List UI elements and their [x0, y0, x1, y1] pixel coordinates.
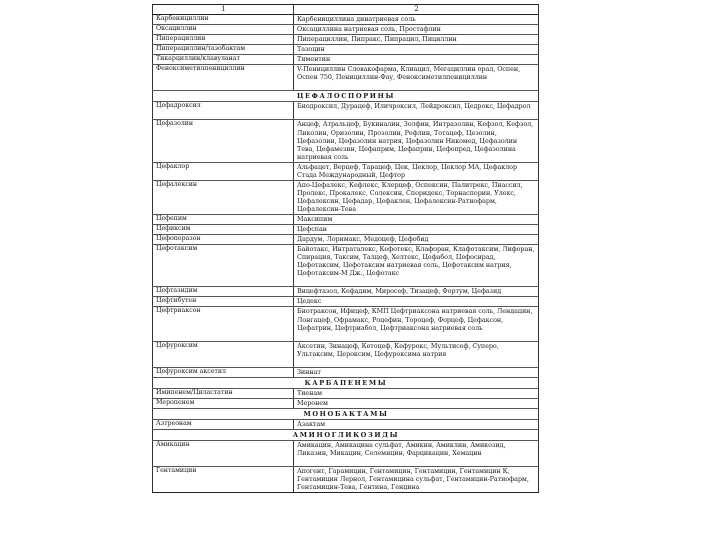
drug-name-cell: Меропенем	[153, 398, 294, 408]
trade-names-cell: Амикацин, Амикацина сульфат, Амикин, Амиклин, Амикозид, Ликазин, Микацин, Селемицин, Фарцикацин, Хемацин	[294, 441, 539, 467]
document-page	[152, 4, 538, 536]
drug-name-cell: Цефотаксим	[153, 245, 294, 287]
drug-name-cell: Цефепим	[153, 215, 294, 225]
trade-names-cell: Максипим	[294, 215, 539, 225]
drug-name-cell: Оксациллин	[153, 25, 294, 35]
table-row	[153, 441, 539, 467]
drug-name-cell: Гентамицин	[153, 467, 294, 493]
drug-name-cell: Имипенем/Циластатин	[153, 388, 294, 398]
trade-names-cell: Цефспан	[294, 225, 539, 235]
table-header-row	[153, 5, 539, 15]
trade-names-cell: Вицефтазол, Кефадим, Миросеф, Тизацеф, Фортум, Цефазид	[294, 287, 539, 297]
drug-name-cell: Цефадроксил	[153, 102, 294, 120]
table-row	[153, 467, 539, 493]
trade-names-cell: V-Пенициллин Словакофарма, Клиацил, Мегациллин орал, Оспен, Оспен 750, Пенициллин-Фау, Феноксиметилпенициллин	[294, 65, 539, 91]
table-row	[153, 225, 539, 235]
column-number-2: 2	[294, 5, 539, 15]
drug-name-cell: Пиперациллин	[153, 35, 294, 45]
trade-names-cell: Цедекс	[294, 297, 539, 307]
column-number-1: 1	[153, 5, 294, 15]
trade-names-cell: Меронем	[294, 398, 539, 408]
table-row	[153, 419, 539, 429]
section-header-row	[153, 408, 539, 419]
section-header-row	[153, 377, 539, 388]
section-title: МОНОБАКТАМЫ	[153, 408, 539, 419]
trade-names-cell: Апо-Цефалекс, Кефлекс, Клерцеф, Оспексин, Палитрекс, Пиассил, Пролекс, Прокалекс, Солексин, Споридекс, Торнаспорин, Улекс, Цефалексин, Цефадар, Цефаклен, Цефалексин-Ратиофарм, Цефалексин-Тева	[294, 180, 539, 214]
table-row	[153, 398, 539, 408]
drug-name-cell: Пиперациллин/тазобактам	[153, 45, 294, 55]
section-header-row	[153, 430, 539, 441]
trade-names-cell: Апогент, Гарамицин, Гентамицин, Гентамицин, Гентамицин К, Гентамицин Лернол, Гентамицина сульфат, Гентамицин-Ратиофарм, Гентамицин-Тева, Гентина, Генцина	[294, 467, 539, 493]
drug-name-cell: Карбенициллин	[153, 15, 294, 25]
drug-name-cell: Цефуроксим аксетил	[153, 367, 294, 377]
trade-names-cell: Карбенициллина динатриевая соль	[294, 15, 539, 25]
section-title: АМИНОГЛИКОЗИДЫ	[153, 430, 539, 441]
table-row	[153, 245, 539, 287]
table-row	[153, 180, 539, 214]
trade-names-cell: Тазоцин	[294, 45, 539, 55]
trade-names-cell: Байотакс, Интраталекс, Кефотекс, Клафоран, Клафотаксим, Лифоран, Спирация, Таксим, Талцеф, Хелтекс, Цефабол, Цефосирад, Цефотаксим, Цефотаксим натриевая соль, Цефотаксим натрия, Цефотаксим-М Дж., Цефотакс	[294, 245, 539, 287]
table-row	[153, 307, 539, 341]
drug-name-cell: Цефаклор	[153, 162, 294, 180]
antibiotics-table	[152, 4, 539, 493]
table-row	[153, 15, 539, 25]
drug-name-cell: Тикарциллин/клавуланат	[153, 55, 294, 65]
drug-name-cell: Цефтриаксон	[153, 307, 294, 341]
table-row	[153, 120, 539, 162]
drug-name-cell: Цефиксим	[153, 225, 294, 235]
table-row	[153, 235, 539, 245]
table-row	[153, 388, 539, 398]
table-row	[153, 215, 539, 225]
trade-names-cell: Азактам	[294, 419, 539, 429]
table-row	[153, 65, 539, 91]
section-header-row	[153, 91, 539, 102]
drug-name-cell: Цефалексин	[153, 180, 294, 214]
trade-names-cell: Биотраксон, Ифицеф, КМП Цефтриаксона натриевая соль, Лендацин, Лонгацеф, Офрамакс, Роцефин, Тороцеф, Форцеф, Цефаксон, Цефатрин, Цефтриабол, Цефтриаксона натриевая соль	[294, 307, 539, 341]
table-row	[153, 297, 539, 307]
drug-name-cell: Цефоперазон	[153, 235, 294, 245]
drug-name-cell: Цефтибутен	[153, 297, 294, 307]
table-row	[153, 341, 539, 367]
trade-names-cell: Дардум, Лоримакс, Медоцеф, Цефобид	[294, 235, 539, 245]
table-row	[153, 367, 539, 377]
table-row	[153, 45, 539, 55]
trade-names-cell: Аксетин, Зинацеф, Кетоцеф, Кефурокс, Мультисеф, Суперо, Ультаксим, Цероксим, Цефуроксима натрия	[294, 341, 539, 367]
drug-name-cell: Цефуроксим	[153, 341, 294, 367]
table-row	[153, 55, 539, 65]
trade-names-cell: Биодроксил, Дурацеф, Иличроксил, Лейдроксил, Цедрокс, Цефадрол	[294, 102, 539, 120]
trade-names-cell: Оксациллина натриевая соль, Простафлин	[294, 25, 539, 35]
section-title: КАРБАПЕНЕМЫ	[153, 377, 539, 388]
table-row	[153, 25, 539, 35]
trade-names-cell: Тиментин	[294, 55, 539, 65]
trade-names-cell: Анцеф, Атральцеф, Букиналин, Золфин, Интразолин, Кефзол, Кефзол, Ликолин, Оризолин, Прозолин, Рефлин, Тотацеф, Цезолин, Цефазолин, Цефазолин натрия, Цефазолин Никомед, Цефазолин Тева, Цефамезин, Цефаприм, Цефаприн, Цефопред, Цефазолина натриевая соль	[294, 120, 539, 162]
drug-name-cell: Феноксиметилпенициллин	[153, 65, 294, 91]
trade-names-cell: Альфацет, Верцеф, Тарацеф, Цек, Цеклор, Цеклор МА, Цефаклор Стада Международный, Цефтор	[294, 162, 539, 180]
trade-names-cell: Тиенам	[294, 388, 539, 398]
table-row	[153, 287, 539, 297]
drug-name-cell: Цефтазидим	[153, 287, 294, 297]
drug-name-cell: Цефазолин	[153, 120, 294, 162]
table-row	[153, 162, 539, 180]
drug-name-cell: Амикацин	[153, 441, 294, 467]
table-row	[153, 35, 539, 45]
drug-name-cell: Азтреонам	[153, 419, 294, 429]
section-title: ЦЕФАЛОСПОРИНЫ	[153, 91, 539, 102]
trade-names-cell: Пиперациллин, Пипракс, Пипрацил, Пициллин	[294, 35, 539, 45]
table-row	[153, 102, 539, 120]
trade-names-cell: Зиннат	[294, 367, 539, 377]
